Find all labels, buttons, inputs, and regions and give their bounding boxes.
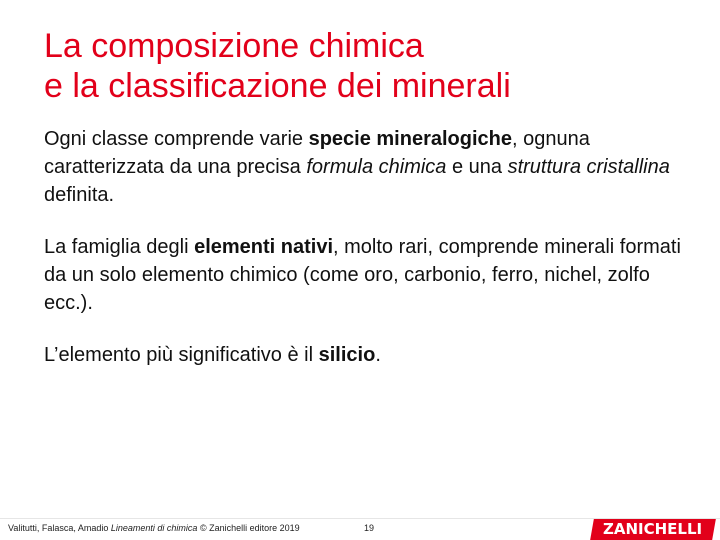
bold-term-elementi-nativi: elementi nativi [194, 236, 334, 258]
slide-title [44, 26, 684, 106]
paragraph-text: . [375, 344, 381, 366]
paragraph-text: definita. [44, 184, 115, 206]
paragraph-text: La famiglia degli [44, 236, 195, 258]
footer-credit-book-title: Lineamenti di chimica [110, 523, 198, 533]
paragraph-text: L’elemento più significativo è il [44, 344, 319, 366]
bold-term-specie-mineralogiche: specie mineralogiche [308, 128, 512, 150]
paragraph-silicon [44, 341, 684, 369]
slide-title-line-1: La composizione chimica [44, 27, 424, 65]
zanichelli-logo [590, 519, 716, 540]
paragraph-native-elements [44, 233, 684, 317]
paragraph-text: Ogni classe comprende varie [44, 128, 309, 150]
footer-credit [8, 523, 300, 534]
footer-credit-authors: Valitutti, Falasca, Amadio [8, 523, 111, 533]
paragraph-species [44, 125, 684, 209]
paragraph-text: , molto rari, comprende minerali formati da un solo elemento chimico (come oro, carbonio, ferro, nichel, zolfo ecc.). [44, 236, 681, 314]
italic-term-struttura-cristallina: struttura cristallina [507, 156, 670, 178]
slide-body [44, 125, 684, 393]
italic-term-formula-chimica: formula chimica [306, 156, 447, 178]
bold-term-silicio: silicio [318, 344, 376, 366]
paragraph-text: , ognuna caratterizzata da una precisa [44, 128, 590, 178]
slide-title-line-2: e la classificazione dei minerali [44, 67, 511, 105]
page-number: 19 [364, 523, 375, 533]
paragraph-text: e una [446, 156, 508, 178]
footer-credit-publisher: © Zanichelli editore 2019 [197, 523, 300, 533]
logo-text: ZANICHELLI [603, 520, 703, 538]
